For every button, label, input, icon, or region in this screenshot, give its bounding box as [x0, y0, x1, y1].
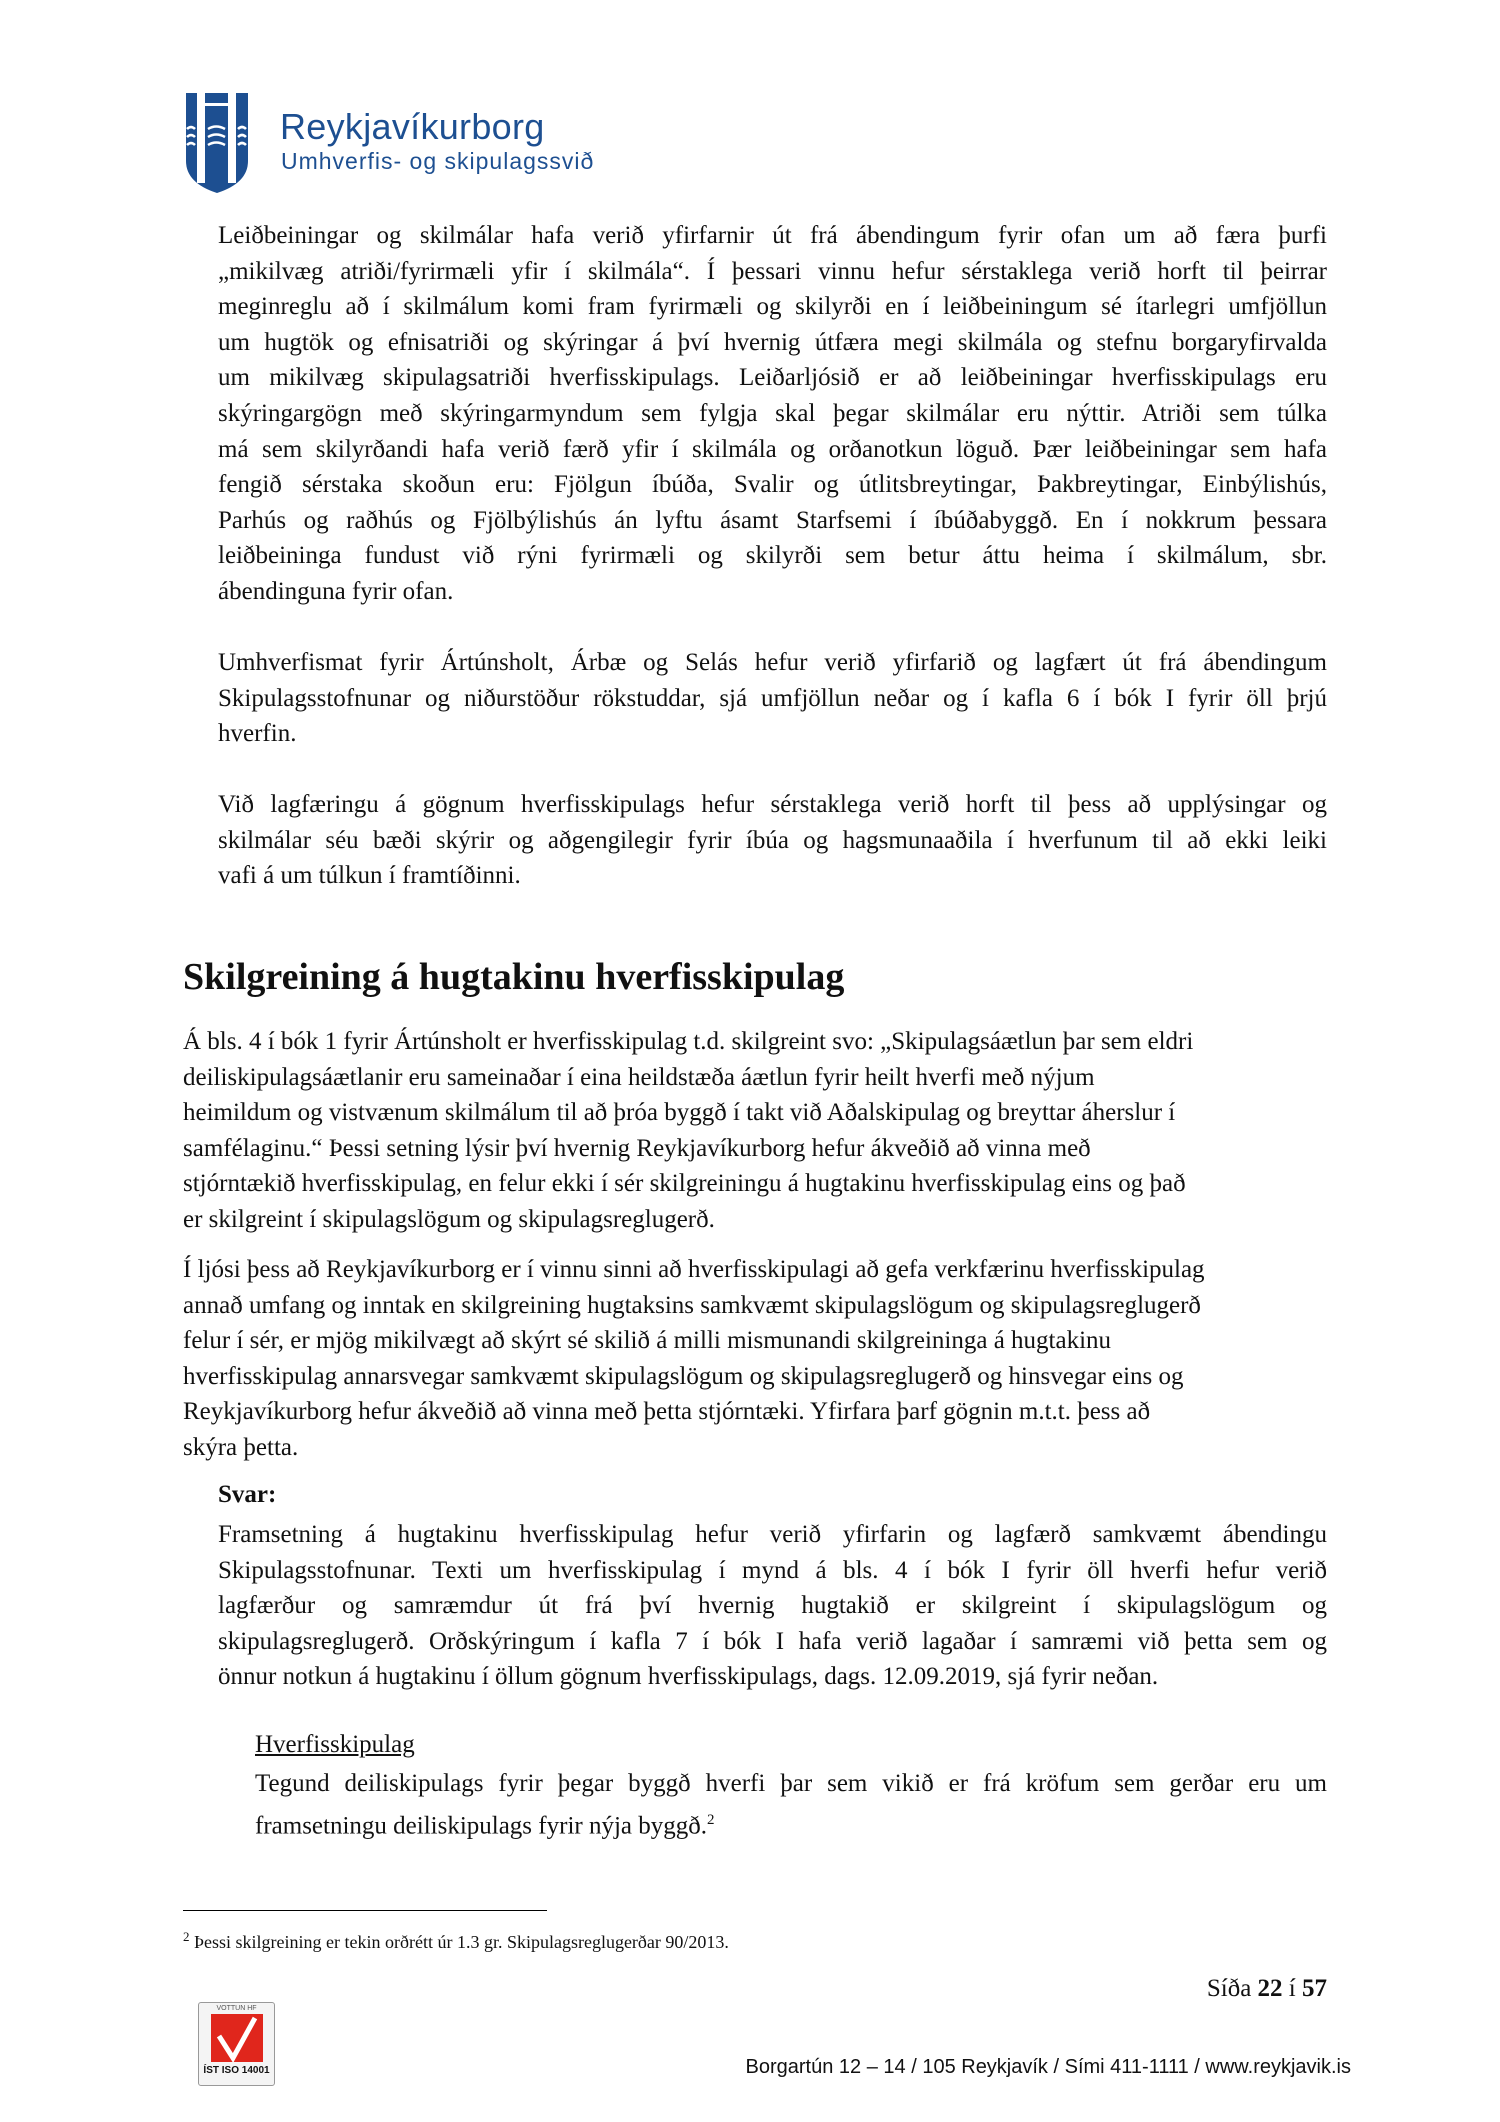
text-line — [218, 645, 1327, 681]
line-text: Reykjavíkurborg hefur ákveðið að vinna með þetta stjórntæki. Yfirfara þarf gögnin m.t.t. þess að — [183, 1398, 1151, 1426]
text-line — [183, 1024, 1193, 1060]
reykjavik-coat-of-arms-logo — [184, 91, 250, 195]
line-text: hverfisskipulag annarsvegar samkvæmt skipulagslögum og skipulagsreglugerð og hinsvegar eins og — [183, 1362, 1184, 1390]
text-line — [255, 1802, 715, 1838]
text-line — [218, 1517, 1327, 1553]
line-text: vafi á um túlkun í framtíðinni. — [218, 862, 521, 890]
text-line — [218, 716, 296, 752]
footnote-divider — [183, 1910, 547, 1911]
line-text: önnur notkun á hugtakinu í öllum gögnum hverfisskipulags, dags. 12.09.2019, sjá fyrir neðan. — [218, 1663, 1159, 1691]
footnote — [183, 1929, 729, 1953]
text-line — [183, 1060, 1095, 1096]
text-line — [183, 1202, 715, 1238]
line-text: felur í sér, er mjög mikilvægt að skýrt sé skilið á milli mismunandi skilgreininga á hugtakinu — [183, 1327, 1112, 1355]
text-line — [218, 432, 1327, 468]
page-current: 22 — [1257, 1975, 1283, 2002]
text-line — [183, 1394, 1150, 1430]
text-line — [218, 360, 1327, 396]
line-text: skilmálar séu bæði skýrir og aðgengilegir fyrir íbúa og hagsmunaaðila í hverfunum til að ekki leiki — [218, 826, 1327, 854]
line-text: Við lagfæringu á gögnum hverfisskipulags hefur sérstaklega verið horft til þess að upplýsingar og — [218, 791, 1327, 818]
line-text: framsetningu deiliskipulags fyrir nýja byggð. — [255, 1811, 708, 1839]
text-line — [183, 1095, 1175, 1131]
line-text: Tegund deiliskipulags fyrir þegar byggð hverfi þar sem vikið er frá kröfum sem gerðar eru um — [255, 1770, 1327, 1797]
text-line — [183, 1323, 1111, 1359]
text-line — [183, 1430, 298, 1466]
line-text: um hugtök og efnisatriði og skýringar á því hvernig útfæra megi skilmála og stefnu borgaryfirvalda — [218, 328, 1327, 356]
text-line — [255, 1766, 1327, 1802]
line-text: hverfin. — [218, 720, 297, 748]
line-text: stjórntækið hverfisskipulag, en felur ekki í sér skilgreiningu á hugtakinu hverfisskipulag eins og það — [183, 1170, 1186, 1198]
department-name: Umhverfis- og skipulagssvið — [281, 148, 595, 174]
line-text: Í ljósi þess að Reykjavíkurborg er í vinnu sinni að hverfisskipulagi að gefa verkfærinu hverfisskipulag — [183, 1256, 1205, 1283]
text-line — [218, 325, 1327, 361]
text-line — [183, 1166, 1186, 1202]
text-line — [218, 1659, 1158, 1695]
page-label: Síða — [1206, 1975, 1252, 2002]
cert-top-text: VOTTUN HF — [216, 2005, 257, 2012]
line-text: má sem skilyrðandi hafa verið færð yfir í skilmála og orðanotkun löguð. Þær leiðbeiningar sem hafa — [218, 435, 1327, 463]
footnote-reference[interactable]: 2 — [707, 1811, 715, 1828]
checkmark-icon — [211, 2014, 263, 2062]
line-text: Á bls. 4 í bók 1 fyrir Ártúnsholt er hverfisskipulag t.d. skilgreint svo: „Skipulagsáætlun þar sem eldri — [183, 1028, 1194, 1055]
line-text: „mikilvæg atriði/fyrirmæli yfir í skilmála“. Í þessari vinnu hefur sérstaklega verið horft til þeirrar — [218, 257, 1327, 285]
text-line — [218, 1624, 1327, 1660]
footnote-text: Þessi skilgreining er tekin orðrétt úr 1.3 gr. Skipulagsreglugerðar 90/2013. — [194, 1932, 729, 1952]
text-line — [183, 1252, 1205, 1288]
text-line — [218, 396, 1327, 432]
line-text: Framsetning á hugtakinu hverfisskipulag hefur verið yfirfarin og lagfærð samkvæmt ábendingu — [218, 1521, 1327, 1548]
line-text: skýringargögn með skýringarmyndum sem fylgja skal þegar skilmálar eru nýttir. Atriði sem túlka — [218, 400, 1327, 427]
iso-certification-logo — [198, 2002, 275, 2086]
line-text: skipulagsreglugerð. Orðskýringum í kafla 7 í bók I hafa verið lagaðar í samræmi við þetta sem og — [218, 1627, 1327, 1655]
org-name: Reykjavíkurborg — [280, 106, 545, 147]
text-line — [183, 1288, 1201, 1324]
answer-label: Svar: — [218, 1481, 277, 1508]
text-line — [218, 823, 1327, 859]
line-text: meginreglu að í skilmálum komi fram fyrirmæli og skilyrði en í leiðbeiningum sé ítarlegri umfjöllun — [218, 293, 1327, 321]
section-heading: Skilgreining á hugtakinu hverfisskipulag — [183, 956, 845, 998]
line-text: Skipulagsstofnunar og niðurstöður rökstuddar, sjá umfjöllun neðar og í kafla 6 í bók I fyrir öll þrjú — [218, 684, 1327, 712]
text-line — [218, 467, 1327, 503]
text-line — [218, 1553, 1327, 1589]
line-text: Leiðbeiningar og skilmálar hafa verið yfirfarnir út frá ábendingum fyrir ofan um að færa þurfi — [218, 222, 1327, 249]
text-line — [183, 1359, 1184, 1395]
line-text: skýra þetta. — [183, 1434, 299, 1461]
text-line — [218, 1588, 1327, 1624]
line-text: er skilgreint í skipulagslögum og skipulagsreglugerð. — [183, 1206, 715, 1233]
text-line — [218, 289, 1327, 325]
line-text: Skipulagsstofnunar. Texti um hverfisskipulag í mynd á bls. 4 í bók I fyrir öll hverfi hefur verið — [218, 1556, 1327, 1584]
text-line — [218, 858, 521, 894]
line-text: ábendinguna fyrir ofan. — [218, 578, 454, 605]
line-text: lagfærður og samræmdur út frá því hvernig hugtakið er skilgreint í skipulagslögum og — [218, 1592, 1327, 1620]
cert-bottom-text: ÍST ISO 14001 — [203, 2065, 270, 2076]
text-line — [218, 254, 1327, 290]
line-text: samfélaginu.“ Þessi setning lýsir því hvernig Reykjavíkurborg hefur ákveðið að vinna með — [183, 1134, 1091, 1162]
line-text: fengið sérstaka skoðun eru: Fjölgun íbúða, Svalir og útlitsbreytingar, Þakbreytingar, Einbýlishús, — [218, 471, 1327, 499]
footer-address: Borgartún 12 – 14 / 105 Reykjavík / Sími 411-1111 / www.reykjavik.is — [745, 2056, 1351, 2078]
line-text: heimildum og vistvænum skilmálum til að þróa byggð í takt við Aðalskipulag og breyttar áherslur í — [183, 1099, 1176, 1127]
line-text: deiliskipulagsáætlanir eru sameinaðar í eina heildstæða áætlun fyrir heilt hverfi með nýjum — [183, 1063, 1095, 1091]
text-line — [218, 574, 453, 610]
text-line — [218, 503, 1327, 539]
text-line — [218, 218, 1327, 254]
text-line — [218, 681, 1327, 717]
line-text: leiðbeininga fundust við rýni fyrirmæli og skilyrði sem betur áttu heima í skilmálum, sbr. — [218, 542, 1327, 570]
page-total: 57 — [1302, 1975, 1327, 2002]
footnote-number: 2 — [183, 1929, 190, 1944]
page-sep: í — [1288, 1975, 1296, 2002]
definition-term: Hverfisskipulag — [255, 1731, 415, 1758]
line-text: Umhverfismat fyrir Ártúnsholt, Árbæ og Selás hefur verið yfirfarið og lagfært út frá ábendingum — [218, 649, 1327, 676]
line-text: annað umfang og inntak en skilgreining hugtaksins samkvæmt skipulagslögum og skipulagsreglugerð — [183, 1291, 1201, 1319]
text-line — [218, 787, 1327, 823]
page-number — [1207, 1975, 1327, 2003]
line-text: Parhús og raðhús og Fjölbýlishús án lyftu ásamt Starfsemi í íbúðabyggð. En í nokkrum þessara — [218, 506, 1327, 534]
text-line — [218, 538, 1327, 574]
text-line — [183, 1131, 1091, 1167]
line-text: um mikilvæg skipulagsatriði hverfisskipulags. Leiðarljósið er að leiðbeiningar hverfisskipulags eru — [218, 364, 1327, 392]
